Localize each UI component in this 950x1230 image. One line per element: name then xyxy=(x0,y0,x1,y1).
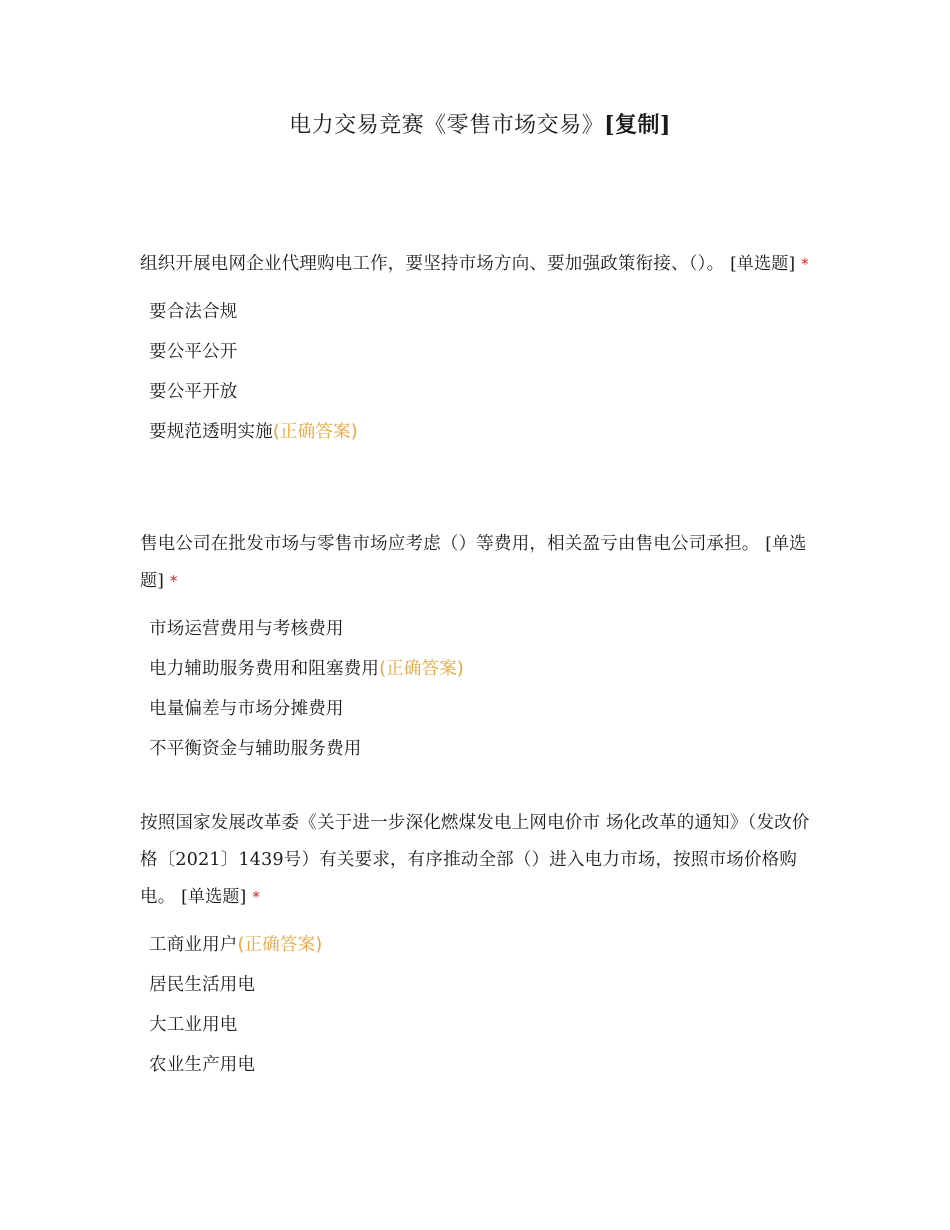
document-title xyxy=(0,108,950,143)
option-item[interactable] xyxy=(140,372,820,412)
question-1-text xyxy=(140,246,820,283)
option-list xyxy=(140,292,820,452)
option-label: 农业生产用电 xyxy=(149,1055,256,1075)
option-item[interactable] xyxy=(140,925,820,965)
question-3 xyxy=(140,805,820,1085)
option-item[interactable] xyxy=(140,609,820,649)
option-label: 居民生活用电 xyxy=(149,975,256,995)
document-number: 2021〕1439 xyxy=(175,850,284,870)
question-type: [单选题] xyxy=(181,887,247,907)
required-marker: * xyxy=(252,888,260,906)
question-2-text xyxy=(140,526,820,600)
option-label: 电量偏差与市场分摊费用 xyxy=(149,699,344,719)
option-item[interactable] xyxy=(140,292,820,332)
required-marker: * xyxy=(169,572,178,590)
option-label: 要公平公开 xyxy=(149,342,238,362)
option-item[interactable] xyxy=(140,729,820,769)
question-text-end: 号）有关要求，有序推动全部（）进入电力市场，按照市场价格购电。 xyxy=(140,850,798,907)
option-item[interactable] xyxy=(140,689,820,729)
required-marker: * xyxy=(801,255,809,273)
option-list xyxy=(140,609,820,769)
question-type: [单选题] xyxy=(730,254,796,274)
question-1 xyxy=(140,246,820,452)
question-3-text xyxy=(140,805,820,916)
option-label: 要规范透明实施 xyxy=(149,422,273,442)
option-label: 大工业用电 xyxy=(149,1015,238,1035)
option-item[interactable] xyxy=(140,965,820,1005)
option-list xyxy=(140,925,820,1085)
option-label: 市场运营费用与考核费用 xyxy=(149,619,344,639)
option-label: 工商业用户 xyxy=(149,935,238,955)
question-type: [单选题] xyxy=(140,534,807,591)
correct-answer-label: (正确答案) xyxy=(379,659,464,679)
option-label: 不平衡资金与辅助服务费用 xyxy=(149,739,362,759)
option-label: 要合法合规 xyxy=(149,302,238,322)
title-main: 电力交易竞赛《零售市场交易》 xyxy=(289,113,605,138)
question-text: 组织开展电网企业代理购电工作，要坚持市场方向、要加强政策衔接、（）。 xyxy=(140,254,725,274)
title-suffix: [复制] xyxy=(604,112,671,138)
option-item[interactable] xyxy=(140,1045,820,1085)
correct-answer-label: (正确答案) xyxy=(272,422,358,442)
option-label: 电力辅助服务费用和阻塞费用 xyxy=(149,659,380,679)
question-2 xyxy=(140,526,820,769)
option-item[interactable] xyxy=(140,1005,820,1045)
question-text: 按照国家发展改革委《关于进一步深化燃煤发电上网电价市 场化改革的通知》（发改价格〔 xyxy=(140,813,810,870)
option-item[interactable] xyxy=(140,332,820,372)
question-text: 售电公司在批发市场与零售市场应考虑（）等费用，相关盈亏由售电公司承担。 xyxy=(140,534,760,554)
correct-answer-label: (正确答案) xyxy=(237,935,323,955)
option-item[interactable] xyxy=(140,412,820,452)
option-item[interactable] xyxy=(140,649,820,689)
option-label: 要公平开放 xyxy=(149,382,238,402)
